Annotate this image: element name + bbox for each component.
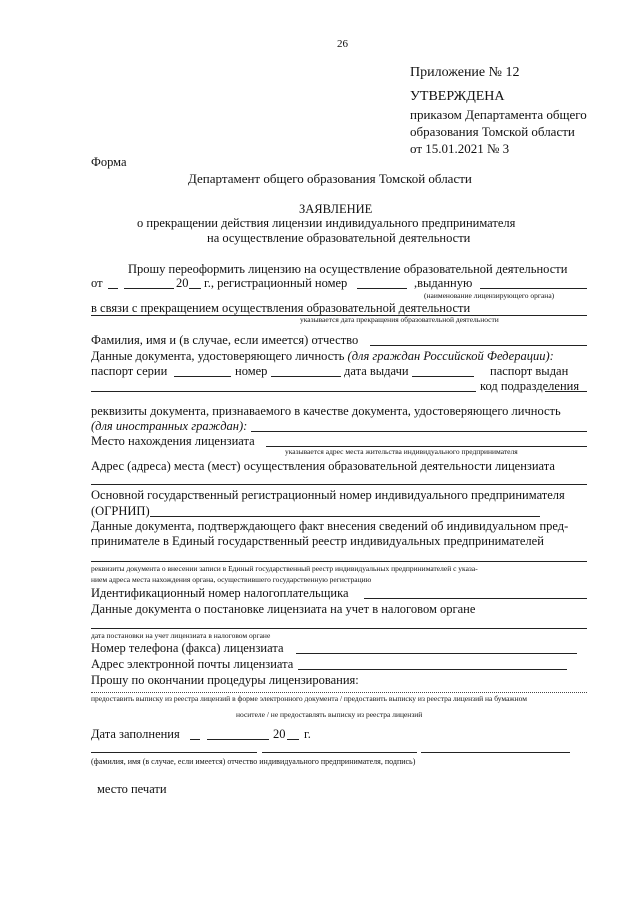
fio-field[interactable] — [370, 345, 587, 346]
year-prefix: 20 — [176, 276, 189, 290]
activity-address-label: Адрес (адреса) места (мест) осуществления образовательной деятельности лицензиата — [91, 459, 555, 473]
phone-field[interactable] — [296, 653, 577, 654]
ogrnip-field[interactable] — [150, 516, 540, 517]
location-label: Место нахождения лицензиата — [91, 434, 255, 448]
hint-extract: носителе / не предоставлять выписку из реестра лицензий — [236, 710, 423, 719]
seal-label: место печати — [97, 782, 167, 796]
egrip-doc-field[interactable] — [91, 561, 587, 562]
passport-number-label: номер — [235, 364, 268, 378]
phone-label: Номер телефона (факса) лицензиата — [91, 641, 284, 655]
extract-option-field[interactable] — [91, 692, 587, 693]
fill-month-field[interactable] — [207, 739, 269, 740]
department-name: Департамент общего образования Томской области — [188, 171, 472, 186]
foreign-doc-note: (для иностранных граждан): — [91, 419, 248, 433]
hint-signature: (фамилия, имя (в случае, если имеется) отчество индивидуального предпринимателя, подпись) — [91, 757, 416, 766]
month-field[interactable] — [124, 288, 174, 289]
activity-address-field[interactable] — [91, 484, 587, 485]
approved-line: образования Томской области — [410, 124, 575, 139]
fill-year-suffix: г. — [304, 727, 311, 741]
fill-day-field[interactable] — [190, 739, 200, 740]
licensing-org-field[interactable] — [480, 288, 587, 289]
inn-field[interactable] — [364, 598, 587, 599]
dept-code-field[interactable] — [545, 391, 587, 392]
issue-date-label: дата выдачи — [344, 364, 409, 378]
day-field[interactable] — [108, 288, 118, 289]
approved-date: от 15.01.2021 № 3 — [410, 141, 510, 156]
issued-by-field[interactable] — [91, 391, 476, 392]
surname-field[interactable] — [91, 752, 257, 753]
appendix-label: Приложение № 12 — [410, 65, 520, 80]
name-field[interactable] — [262, 752, 417, 753]
hint-egrip: нием адреса места нахождения органа, осуществившего государственную регистрацию — [91, 575, 372, 584]
issued-by-label: паспорт выдан — [490, 364, 569, 378]
ogrnip-label: Основной государственный регистрационный номер индивидуального предпринимателя — [91, 488, 565, 502]
hint-org: (наименование лицензирующего органа) — [424, 291, 555, 300]
approved-line: приказом Департамента общего — [410, 107, 587, 122]
tax-doc-label: Данные документа о постановке лицензиата на учет в налоговом органе — [91, 602, 476, 616]
issue-date-field[interactable] — [412, 376, 474, 377]
identity-doc-label — [91, 350, 554, 363]
reg-number-label: г., регистрационный номер — [204, 276, 348, 290]
passport-number-field[interactable] — [271, 376, 341, 377]
fill-year-prefix: 20 — [273, 727, 286, 741]
identity-doc-note: (для граждан Российской Федерации): — [347, 349, 554, 363]
reg-number-field[interactable] — [357, 288, 407, 289]
issued-label: ,выданную — [414, 276, 473, 290]
fio-label: Фамилия, имя и (в случае, если имеется) отчество — [91, 333, 359, 347]
document-subtitle: о прекращении действия лицензии индивидуального предпринимателя — [137, 216, 516, 230]
document-subtitle: на осуществление образовательной деятельности — [207, 231, 471, 245]
passport-series-field[interactable] — [174, 376, 231, 377]
email-label: Адрес электронной почты лицензиата — [91, 657, 294, 671]
page-number: 26 — [337, 38, 348, 50]
email-field[interactable] — [298, 669, 567, 670]
identity-doc-text: Данные документа, удостоверяющего личность — [91, 349, 345, 363]
form-label: Форма — [91, 155, 127, 169]
fill-year-field[interactable] — [287, 739, 299, 740]
approved-title: УТВЕРЖДЕНА — [410, 89, 505, 104]
hint-date: указывается дата прекращения образовательной деятельности — [300, 315, 499, 324]
foreign-doc-field[interactable] — [251, 431, 587, 432]
tax-doc-field[interactable] — [91, 628, 587, 629]
foreign-doc-label: реквизиты документа, признаваемого в качестве документа, удостоверяющего личность — [91, 404, 561, 418]
ogrnip-abbr: (ОГРНИП) — [91, 504, 150, 518]
fill-date-label: Дата заполнения — [91, 727, 180, 741]
inn-label: Идентификационный номер налогоплательщика — [91, 586, 349, 600]
request-text: Прошу переоформить лицензию на осуществление образовательной деятельности — [128, 262, 568, 276]
hint-tax: дата постановки на учет лицензиата в налоговом органе — [91, 631, 271, 640]
egrip-doc-label: принимателе в Единый государственный реестр индивидуальных предпринимателей — [91, 534, 544, 548]
document-title: ЗАЯВЛЕНИЕ — [299, 202, 373, 216]
hint-extract: предоставить выписку из реестра лицензий в форме электронного документа / предоставить выписку из реестра лицензий на бумажном — [91, 694, 527, 703]
year-field[interactable] — [189, 288, 201, 289]
passport-series-label: паспорт серии — [91, 364, 168, 378]
reason-text: в связи с прекращением осуществления образовательной деятельности — [91, 301, 471, 315]
hint-egrip: реквизиты документа о внесении записи в Единый государственный реестр индивидуальных предпринимателей с указа- — [91, 564, 478, 573]
dept-code-label: код подразделения — [480, 379, 580, 393]
extract-request-label: Прошу по окончании процедуры лицензирования: — [91, 673, 359, 687]
signature-field[interactable] — [421, 752, 570, 753]
hint-location: указывается адрес места жительства индивидуального предпринимателя — [285, 447, 518, 456]
request-from: от — [91, 276, 103, 290]
egrip-doc-label: Данные документа, подтверждающего факт внесения сведений об индивидуальном пред- — [91, 519, 569, 533]
